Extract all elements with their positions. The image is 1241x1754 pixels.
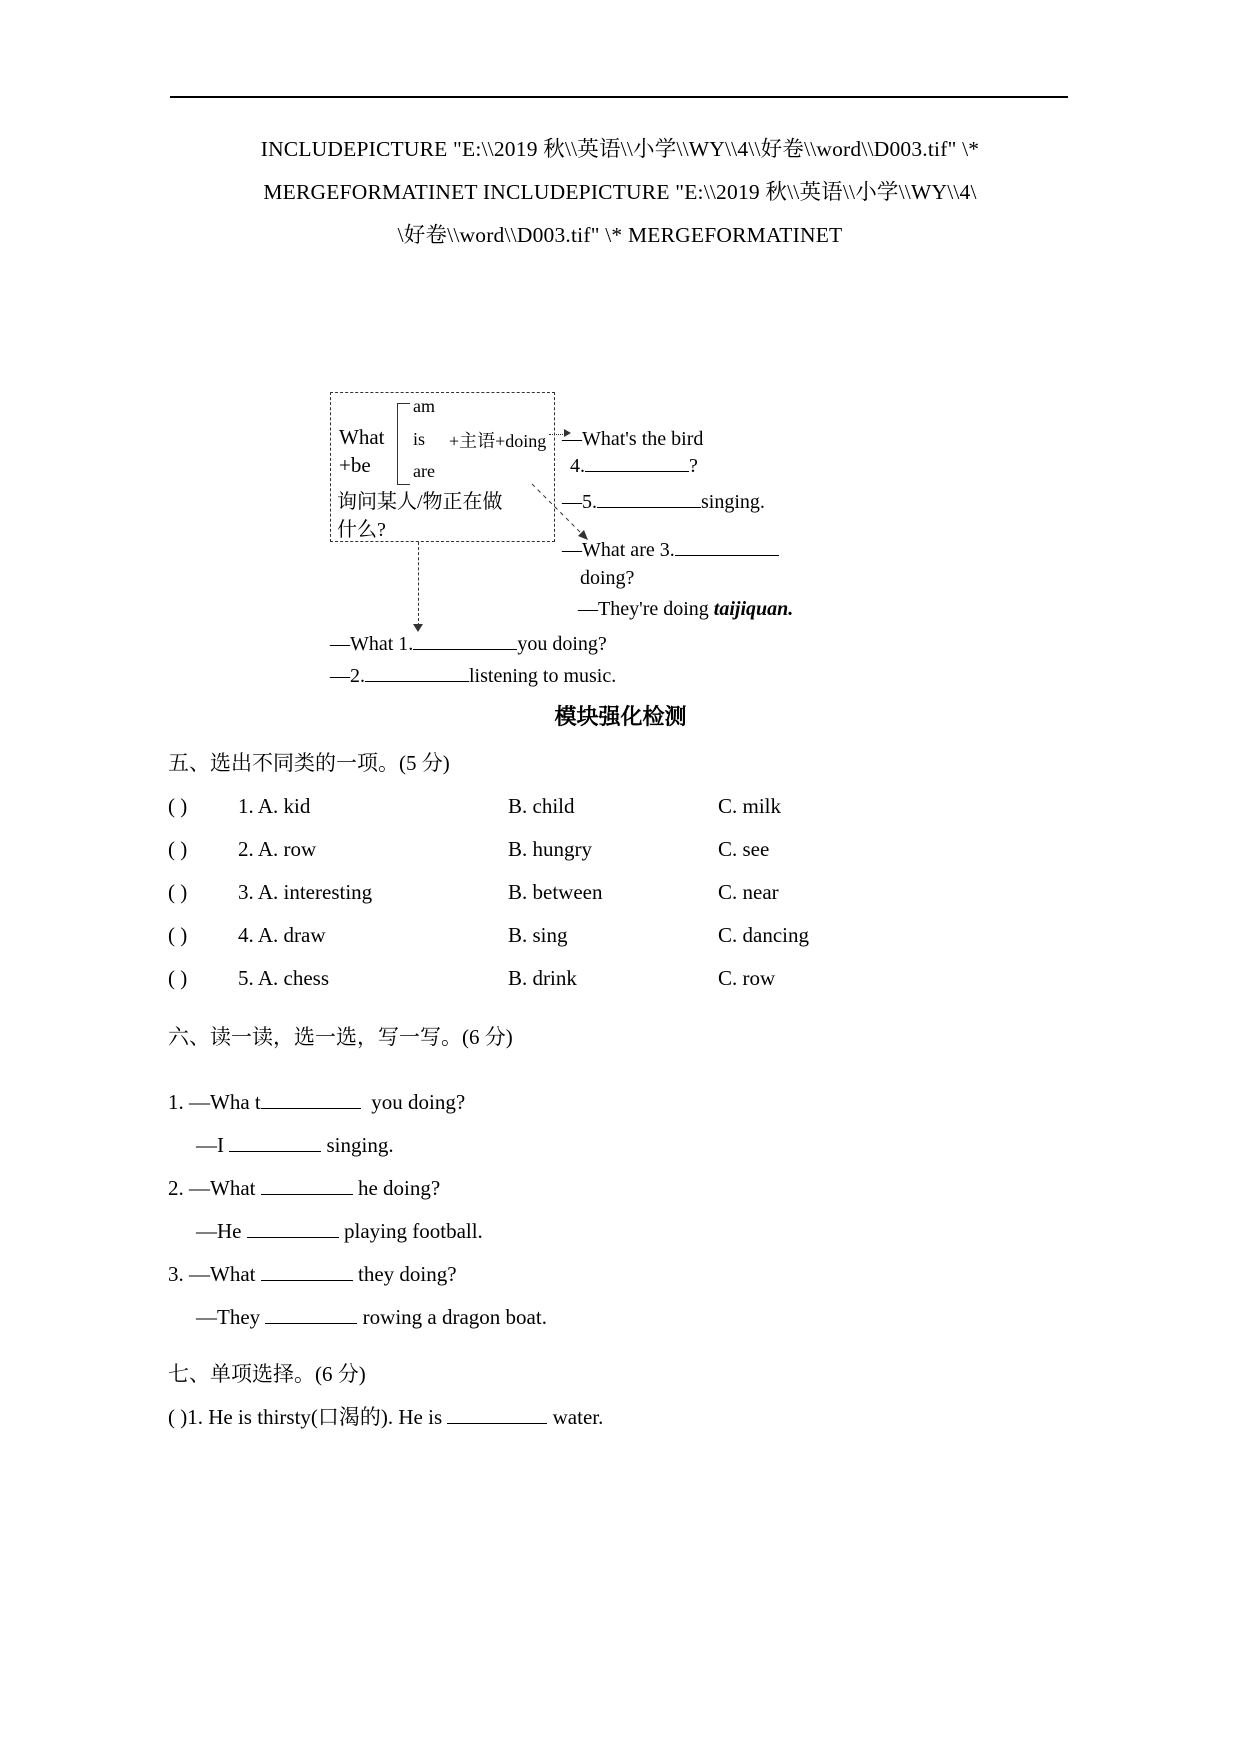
fill-blank[interactable] [261, 1263, 353, 1281]
fill-suffix: you doing? [371, 1090, 466, 1114]
table-row[interactable] [168, 957, 1088, 1000]
fill-blank[interactable] [261, 1091, 361, 1109]
table-row[interactable] [168, 785, 1088, 828]
fill-suffix: rowing a dragon boat. [362, 1305, 547, 1329]
list-item [168, 1296, 1088, 1339]
table-row[interactable] [168, 914, 1088, 957]
option-c[interactable]: C. see [718, 837, 770, 861]
diagram-line-1: —What's the bird [562, 428, 704, 450]
fill-prefix: 3. —What [168, 1262, 261, 1286]
fill-suffix: they doing? [357, 1262, 457, 1286]
diagram-line-4-prefix: —What are 3. [562, 539, 675, 561]
answer-blank-2[interactable] [365, 664, 469, 682]
header-line-3: \好卷\\word\\D003.tif" \* MERGEFORMATINET [397, 223, 843, 247]
diagram-cn-line-2: 什么? [337, 519, 386, 541]
exercise-list [168, 742, 1088, 1439]
answer-paren[interactable]: ( ) [168, 837, 188, 861]
diagram-line-3-suffix: singing. [701, 491, 765, 513]
option-a[interactable] [238, 871, 508, 914]
answer-paren[interactable]: ( ) [168, 966, 188, 990]
option-a-label: A. chess [257, 966, 329, 990]
fill-prefix: —I [196, 1133, 230, 1157]
diagram-line-2-suffix: ? [689, 455, 698, 477]
header-text [150, 128, 1090, 257]
arrow-down-line [418, 542, 419, 626]
diagram-subject: +主语+doing [449, 431, 547, 451]
answer-paren[interactable]: ( ) [168, 794, 188, 818]
answer-paren[interactable]: ( ) [168, 880, 188, 904]
diagram-line-8 [330, 664, 616, 688]
option-c[interactable]: C. milk [718, 794, 782, 818]
diagram-line-6 [578, 598, 793, 621]
option-b[interactable]: B. sing [508, 923, 568, 947]
arrow-down-icon [413, 624, 423, 632]
diagram-line-7-suffix: you doing? [517, 633, 607, 655]
fill-blank[interactable] [261, 1177, 353, 1195]
fill-prefix: 1. —Wha t [168, 1090, 261, 1114]
fill-blank[interactable] [229, 1134, 321, 1152]
list-item [168, 1210, 1088, 1253]
item-number: 3. [238, 880, 254, 904]
diagram-line-3 [562, 490, 765, 514]
diagram-what: What [339, 425, 385, 449]
answer-blank-4[interactable] [585, 454, 689, 472]
fill-suffix: playing football. [344, 1219, 483, 1243]
diagram-cn-line-1: 询问某人/物正在做 [337, 491, 503, 513]
answer-blank-1[interactable] [413, 632, 517, 650]
exercise-heading-5: 五、选出不同类的一项。(5 分) [168, 751, 450, 775]
diagram-line-2 [570, 454, 698, 478]
list-item [168, 1081, 1088, 1124]
fill-blank[interactable] [247, 1220, 339, 1238]
diagram-line-8-prefix: —2. [330, 665, 365, 687]
option-a[interactable] [238, 785, 508, 828]
diagram-line-6-italic: taijiquan. [713, 598, 794, 620]
answer-blank-5[interactable] [597, 490, 701, 508]
fill-blank[interactable] [447, 1406, 547, 1424]
page-title: 模块强化检测 [554, 705, 687, 730]
top-divider [170, 96, 1068, 98]
mc-suffix: water. [552, 1405, 604, 1429]
item-number: 4. [238, 923, 254, 947]
diagram-line-5: doing? [580, 567, 635, 589]
item-number: 2. [238, 837, 254, 861]
option-a[interactable] [238, 828, 508, 871]
option-b[interactable]: B. child [508, 794, 575, 818]
item-number: 1. [238, 794, 254, 818]
option-a-label: A. interesting [257, 880, 373, 904]
fill-suffix: he doing? [357, 1176, 441, 1200]
option-c[interactable]: C. near [718, 880, 779, 904]
brace-icon [397, 403, 410, 485]
list-item [168, 1253, 1088, 1296]
option-a-label: A. row [257, 837, 317, 861]
option-b[interactable]: B. drink [508, 966, 577, 990]
option-c[interactable]: C. row [718, 966, 776, 990]
table-row[interactable] [168, 871, 1088, 914]
fill-prefix: 2. —What [168, 1176, 261, 1200]
header-line-1: INCLUDEPICTURE "E:\\2019 秋\\英语\\小学\\WY\\4\\好卷\\word\\D003.tif" \* [260, 137, 980, 161]
diagram-is: is [413, 429, 426, 449]
answer-paren[interactable]: ( ) [168, 923, 188, 947]
mc-prefix[interactable]: ( )1. He is thirsty(口渴的). He is [168, 1405, 448, 1429]
header-line-2: MERGEFORMATINET INCLUDEPICTURE "E:\\2019 秋\\英语\\小学\\WY\\4\ [263, 180, 977, 204]
list-item [168, 1124, 1088, 1167]
answer-blank-3[interactable] [675, 538, 779, 556]
fill-suffix: singing. [326, 1133, 394, 1157]
option-b[interactable]: B. hungry [508, 837, 592, 861]
spacer [168, 1059, 1088, 1081]
diagram-line-7 [330, 632, 607, 656]
table-row[interactable] [168, 828, 1088, 871]
diagram-box [330, 392, 555, 542]
option-a[interactable] [238, 914, 508, 957]
fill-prefix: —They [196, 1305, 266, 1329]
grammar-diagram [330, 392, 950, 692]
diagram-am: am [413, 396, 435, 416]
diagram-line-2-prefix: 4. [570, 455, 585, 477]
list-item [168, 1167, 1088, 1210]
list-item [168, 1396, 1088, 1439]
diagram-line-4 [562, 538, 779, 562]
option-c[interactable]: C. dancing [718, 923, 809, 947]
diagram-are: are [413, 461, 435, 481]
option-a[interactable] [238, 957, 508, 1000]
exercise-heading-6: 六、读一读，选一选，写一写。(6 分) [168, 1025, 513, 1049]
diagram-line-6-prefix: —They're doing [578, 598, 714, 620]
option-b[interactable]: B. between [508, 880, 603, 904]
diagram-line-7-prefix: —What 1. [330, 633, 414, 655]
option-a-label: A. kid [257, 794, 311, 818]
diagram-line-8-suffix: listening to music. [469, 665, 617, 687]
diagram-plus-be: +be [339, 453, 371, 477]
fill-blank[interactable] [265, 1306, 357, 1324]
exercise-heading-7: 七、单项选择。(6 分) [168, 1362, 366, 1386]
item-number: 5. [238, 966, 254, 990]
diagram-line-3-prefix: —5. [562, 491, 597, 513]
fill-prefix: —He [196, 1219, 247, 1243]
option-a-label: A. draw [257, 923, 326, 947]
